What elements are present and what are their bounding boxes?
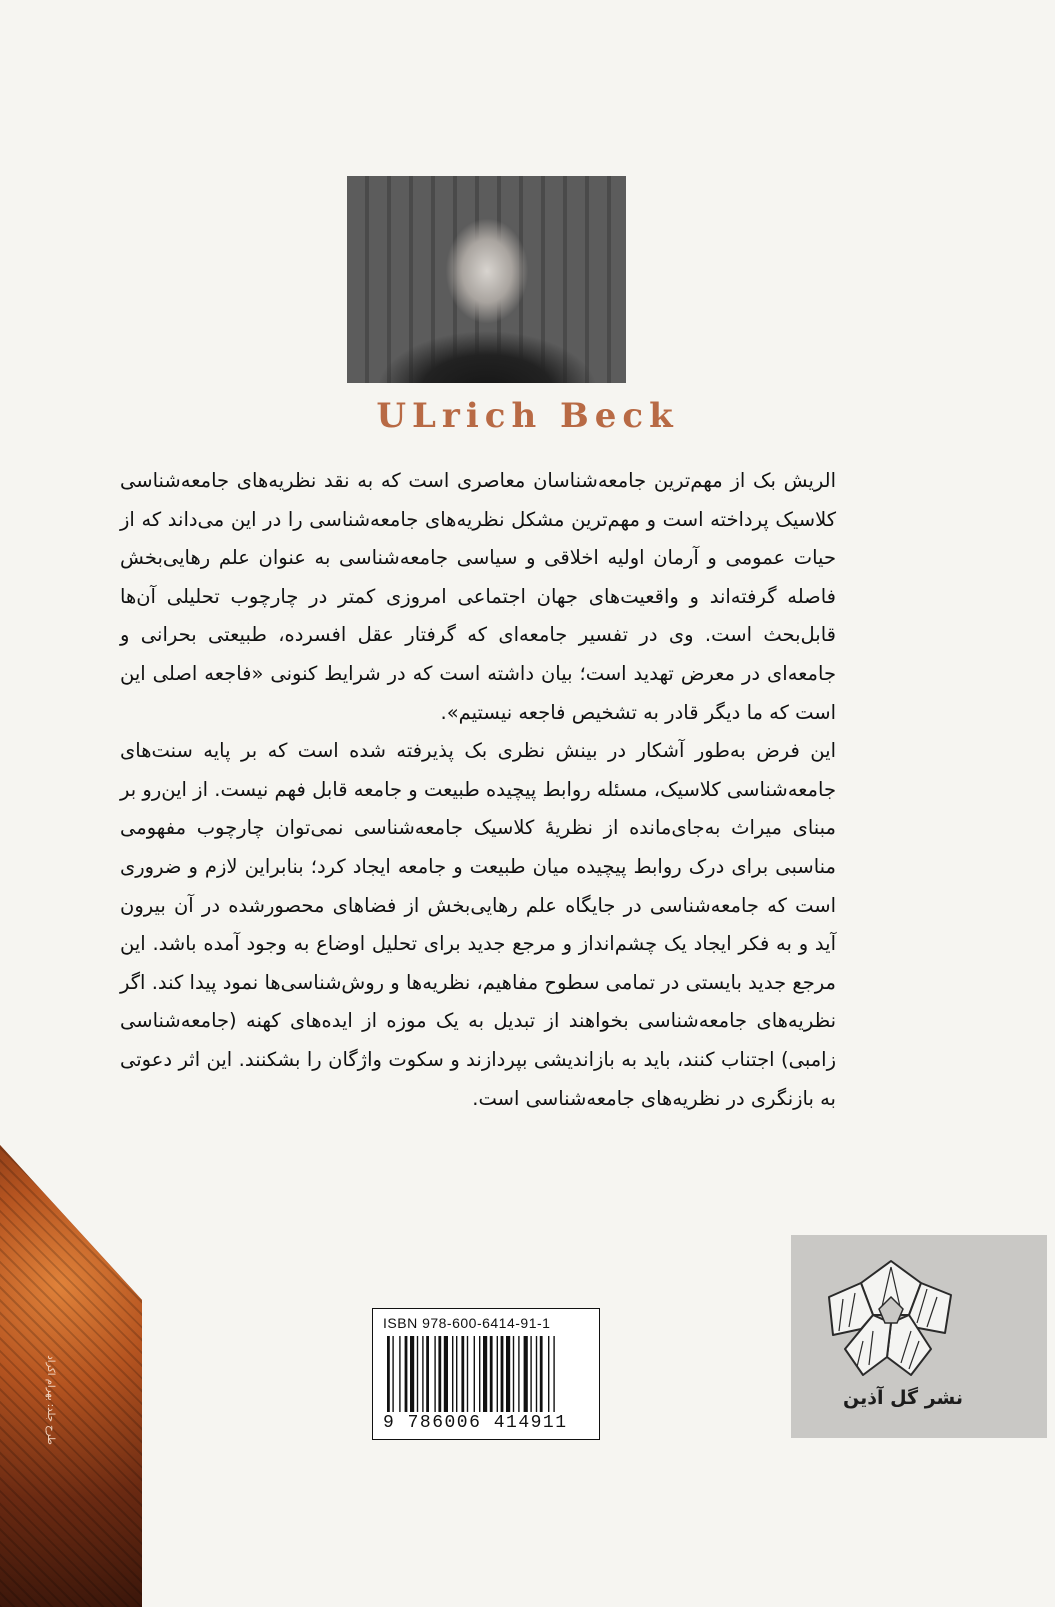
publisher-name: نشر گل آذین: [842, 1387, 964, 1409]
barcode-digits: 9 786006 414911: [383, 1413, 568, 1433]
blurb-paragraph-2: این فرض به‌طور آشکار در بینش نظری بک پذیرفته شده است که بر پایه سنت‌های جامعه‌شناسی کلاسیک، مسئله روابط پیچیده طبیعت و جامعه قابل فهم نیست. از این‌رو بر مبنای میراث به‌جای‌مانده از نظریهٔ کلاسیک جامعه‌شناسی نمی‌توان چارچوب مفهومی مناسبی برای درک روابط پیچیده میان طبیعت و جامعه ایجاد کرد؛ بنابراین لازم و ضروری است که جامعه‌شناسی در جایگاه علم رهایی‌بخش از فضاهای محصورشده در آن بیرون آید و به فکر ایجاد یک چشم‌انداز و مرجع جدید برای تحلیل اوضاع به وجود آمده باشد. این مرجع جدید بایستی در تمامی سطوح مفاهیم، نظریه‌ها و روش‌شناسی‌ها نمود پیدا کند. اگر نظریه‌های جامعه‌شناسی بخواهند از تبدیل به یک موزه از ایده‌های کهنه (جامعه‌شناسی زامبی) اجتناب کنند، باید به بازاندیشی بپردازند و سکوت واژگان را بشکنند. این اثر دعوتی به بازنگری در نظریه‌های جامعه‌شناسی است.: [120, 739, 836, 1110]
isbn-barcode: [372, 1308, 600, 1440]
book-star-logo-icon: [821, 1253, 961, 1383]
isbn-number: ISBN 978-600-6414-91-1: [383, 1315, 551, 1331]
decorative-side-art: [0, 1145, 142, 1607]
author-photo: [347, 176, 626, 383]
cover-designer-credit: طرح جلد: بهرام اکراد: [45, 1355, 56, 1445]
author-name: ULrich Beck: [376, 396, 679, 436]
blurb-paragraph-1: الریش بک از مهم‌ترین جامعه‌شناسان معاصری است که به نقد نظریه‌های جامعه‌شناسی کلاسیک پرداخته است و مهم‌ترین مشکل نظریه‌های جامعه‌شناسی را در این می‌داند که از حیات عمومی و آرمان اولیه اخلاقی و سیاسی جامعه‌شناسی به عنوان علم رهایی‌بخش فاصله گرفته‌اند و واقعیت‌های جهان اجتماعی امروزی کمتر در چارچوب تحلیلی آن‌ها قابل‌بحث است. وی در تفسیر جامعه‌ای که گرفتار عقل افسرده، طبیعتی بحرانی و جامعه‌ای در معرض تهدید است؛ بیان داشته است که در شرایط کنونی «فاجعه اصلی این است که ما دیگر قادر به تشخیص فاجعه نیستیم».: [120, 469, 836, 724]
back-cover-blurb: [120, 462, 836, 1118]
barcode-bars: [385, 1336, 585, 1412]
publisher-badge: [791, 1235, 1047, 1438]
